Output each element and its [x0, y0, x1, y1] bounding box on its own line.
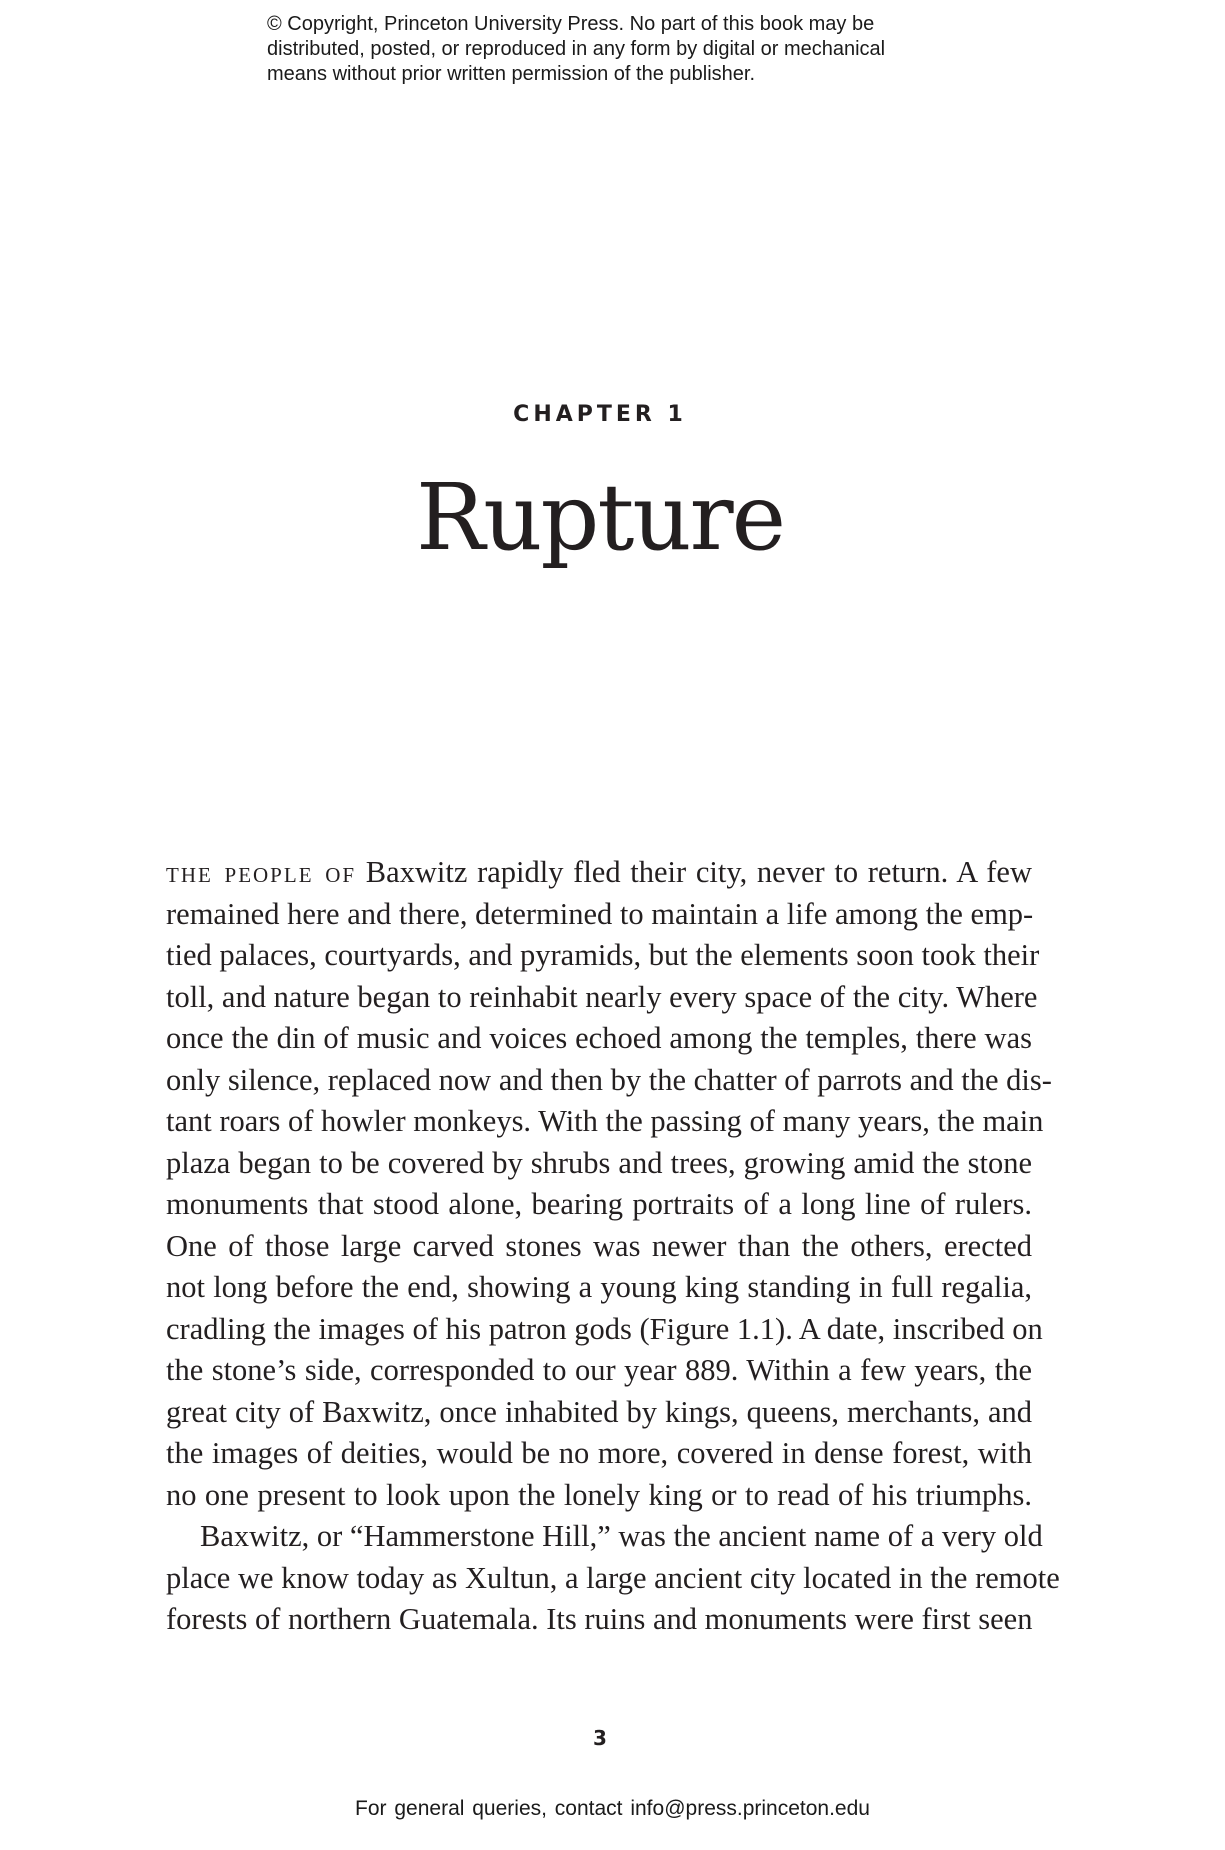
paragraph-line: toll, and nature began to reinhabit nearly every space of the city. Where [166, 979, 1038, 1014]
paragraph2-line: place we know today as Xultun, a large ancient city located in the remote [166, 1560, 1060, 1595]
paragraph-line: plaza began to be covered by shrubs and trees, growing amid the stone [166, 1145, 1032, 1180]
first-line-text: Baxwitz rapidly fled their city, never to return. A few [356, 855, 1032, 889]
copyright-line: distributed, posted, or reproduced in any form by digital or mechanical [267, 38, 886, 60]
paragraph-line: the stone’s side, corresponded to our year 889. Within a few years, the [166, 1353, 1032, 1387]
chapter-label: CHAPTER 1 [513, 402, 687, 427]
paragraph2-line: forests of northern Guatemala. Its ruins and monuments were first seen [166, 1602, 1033, 1636]
page-number: 3 [593, 1726, 607, 1750]
paragraph-line [166, 852, 1032, 894]
paragraph-line: only silence, replaced now and then by the chatter of parrots and the dis- [166, 1062, 1052, 1097]
body-text [166, 852, 1060, 1641]
paragraph-line: great city of Baxwitz, once inhabited by kings, queens, merchants, and [166, 1394, 1032, 1429]
paragraph-line: once the din of music and voices echoed among the temples, there was [166, 1021, 1032, 1055]
lead-in-smallcaps: the people of [166, 855, 357, 889]
paragraph-line: tant roars of howler monkeys. With the passing of many years, the main [166, 1104, 1044, 1138]
paragraph-line: not long before the end, showing a young king standing in full regalia, [166, 1270, 1032, 1304]
footer-contact: For general queries, contact info@press.princeton.edu [355, 1797, 870, 1820]
paragraph-line: monuments that stood alone, bearing portraits of a long line of rulers. [166, 1187, 1032, 1221]
copyright-notice [267, 12, 987, 87]
paragraph2-line: Baxwitz, or “Hammerstone Hill,” was the ancient name of a very old [200, 1519, 1043, 1553]
paragraph-line: the images of deities, would be no more, covered in dense forest, with [166, 1436, 1032, 1470]
copyright-line: means without prior written permission of the publisher. [267, 63, 756, 85]
paragraph-line: no one present to look upon the lonely king or to read of his triumphs. [166, 1477, 1032, 1512]
chapter-title: Rupture [415, 464, 785, 571]
paragraph-line: cradling the images of his patron gods (Figure 1.1). A date, inscribed on [166, 1311, 1043, 1346]
copyright-line: © Copyright, Princeton University Press. No part of this book may be [267, 13, 875, 35]
paragraph-line: remained here and there, determined to maintain a life among the emp- [166, 896, 1034, 931]
paragraph-line: One of those large carved stones was newer than the others, erected [166, 1228, 1032, 1263]
paragraph-line: tied palaces, courtyards, and pyramids, but the elements soon took their [166, 938, 1040, 972]
